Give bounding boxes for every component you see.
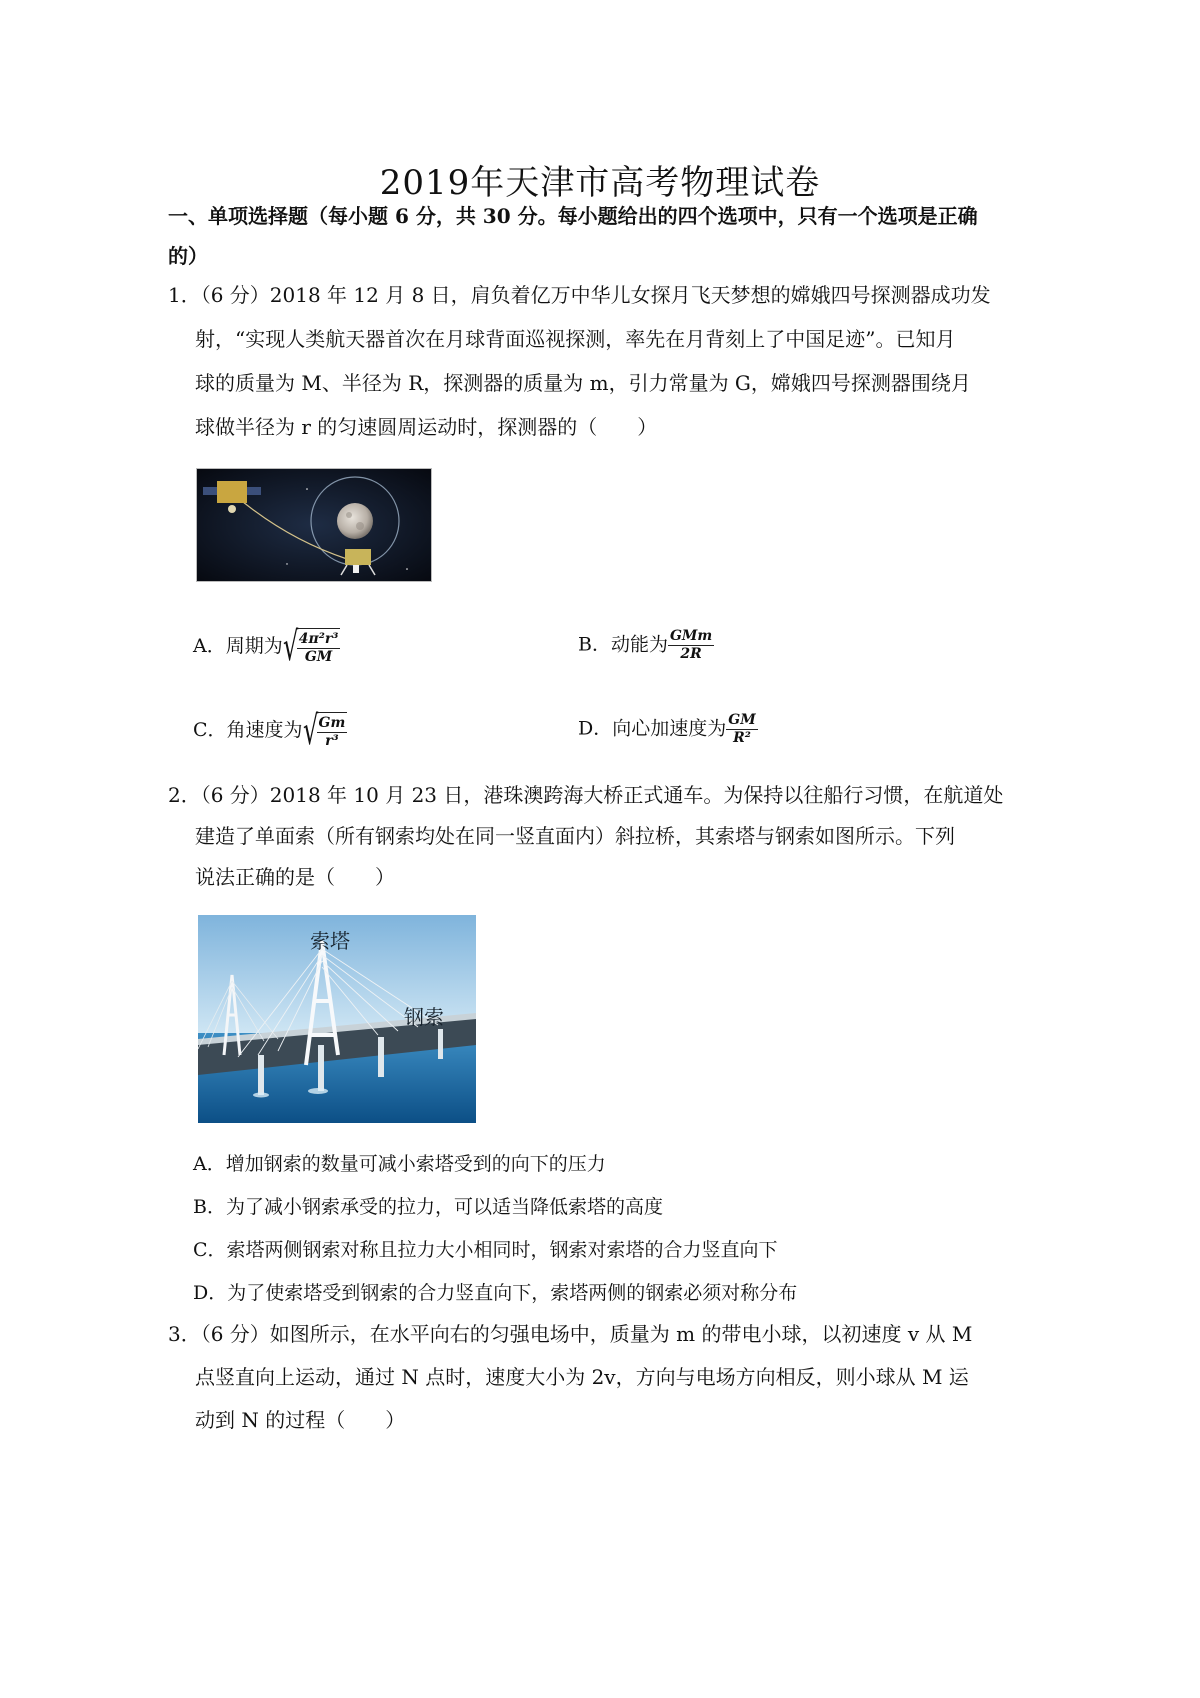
q2-option-d[interactable]: D．为了使索塔受到钢索的合力竖直向下，索塔两侧的钢索必须对称分布 [193,1282,798,1304]
q1-option-b-denominator: 2R [680,646,702,662]
question-1-stem [168,273,991,449]
q2-line-3: 说法正确的是（ ） [195,865,395,889]
tower-label: 索塔 [310,929,350,953]
q2-options [193,1143,797,1315]
q3-line-3: 动到 N 的过程（ ） [195,1408,406,1432]
page-title: 2019年天津市高考物理试卷 [379,163,821,203]
q1-option-a-label: A．周期为 [193,635,283,657]
q1-option-c[interactable] [193,708,347,754]
q1-option-d-numerator: GM [728,712,756,728]
sqrt-symbol [302,708,348,754]
q1-option-c-label: C．角速度为 [193,719,303,741]
hzmb-bridge-image [198,915,476,1123]
q1-option-b[interactable] [578,628,714,663]
q1-option-a-numerator: 4π²r³ [298,631,339,647]
q2-line-2: 建造了单面索（所有钢索均处在同一竖直面内）斜拉桥，其索塔与钢索如图所示。下列 [195,824,955,848]
q2-line-1: 2．（6 分）2018 年 10 月 23 日，港珠澳跨海大桥正式通车。为保持以往船行习惯，在航道处 [168,783,1004,807]
question-2-stem [168,775,1003,898]
q1-option-c-denominator: r³ [325,733,339,749]
section-heading-line-2: 的） [168,244,208,268]
radical-sign-icon: √ [282,624,299,670]
q1-option-a-denominator: GM [304,649,333,665]
question-3-stem [168,1313,972,1442]
q1-option-d-label: D．向心加速度为 [578,717,727,740]
sqrt-symbol [282,624,341,670]
q1-line-1: 1．（6 分）2018 年 12 月 8 日，肩负着亿万中华儿女探月飞天梦想的嫦娥四号探测器成功发 [168,283,991,307]
q2-option-c[interactable]: C．索塔两侧钢索对称且拉力大小相同时，钢索对索塔的合力竖直向下 [193,1239,778,1261]
q2-option-b[interactable]: B．为了减小钢索承受的拉力，可以适当降低索塔的高度 [193,1196,663,1218]
q1-option-d[interactable] [578,712,758,747]
q1-line-3: 球的质量为 M、半径为 R，探测器的质量为 m，引力常量为 G，嫦娥四号探测器围绕月 [195,371,971,395]
q1-option-a[interactable] [193,624,340,670]
q1-line-4: 球做半径为 r 的匀速圆周运动时，探测器的（ ） [195,415,658,439]
q2-option-a[interactable]: A．增加钢索的数量可减小索塔受到的向下的压力 [193,1153,606,1175]
radical-sign-icon: √ [302,708,318,754]
section-heading-line-1: 一、单项选择题（每小题 6 分，共 30 分。每小题给出的四个选项中，只有一个选项是正确 [168,204,978,228]
q1-option-b-numerator: GMm [669,628,713,644]
cable-label: 钢索 [404,1005,444,1029]
q1-line-2: 射，“实现人类航天器首次在月球背面巡视探测，率先在月背刻上了中国足迹”。已知月 [195,327,956,351]
section-heading [168,196,978,276]
q3-line-1: 3．（6 分）如图所示，在水平向右的匀强电场中，质量为 m 的带电小球，以初速度 v 从 M [168,1322,973,1346]
q1-option-d-denominator: R² [733,730,751,746]
q1-option-c-numerator: Gm [318,715,346,731]
q1-option-b-label: B．动能为 [578,633,668,656]
lunar-orbit-illustration [197,469,431,581]
chang-e-4-probe-image [196,468,432,582]
q3-line-2: 点竖直向上运动，通过 N 点时，速度大小为 2v，方向与电场方向相反，则小球从 M 运 [195,1365,969,1389]
